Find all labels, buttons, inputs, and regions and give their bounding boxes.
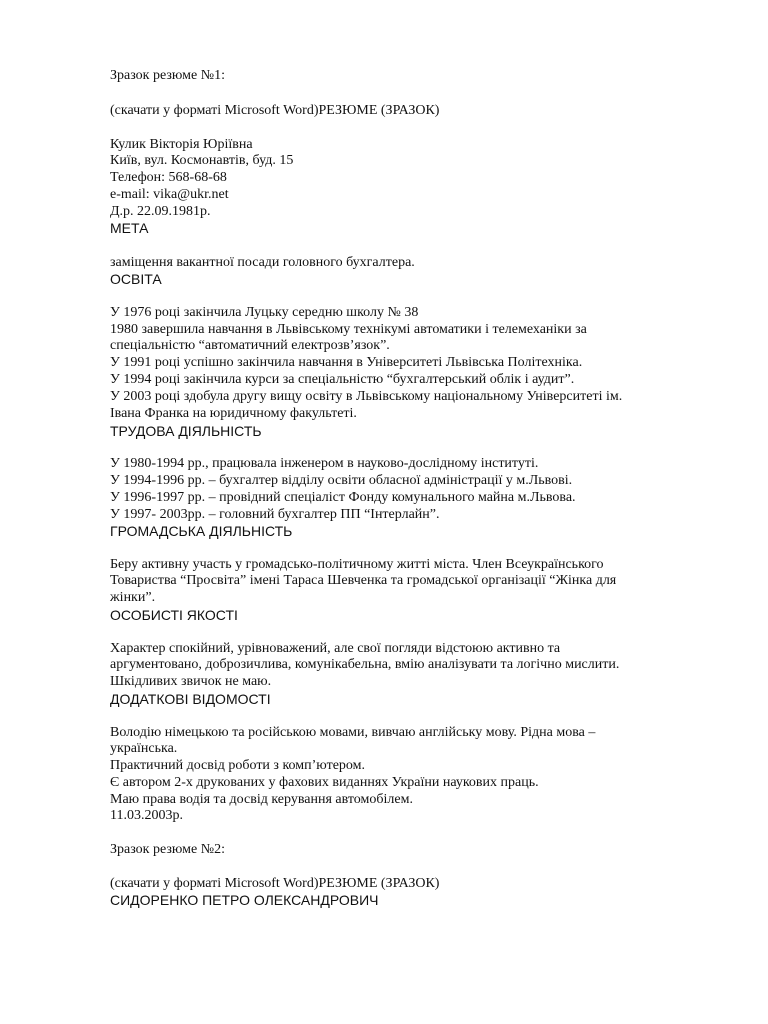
sample2-download-link[interactable]: (скачати у форматі Microsoft Word)РЕЗЮМЕ (ЗРАЗОК)	[110, 876, 440, 891]
additional-line: Практичний досвід роботи з комп’ютером.	[110, 758, 365, 773]
education-line: 1980 завершила навчання в Львівському технікумі автоматики і телемеханіки за	[110, 322, 587, 337]
personal-heading: ОСОБИСТІ ЯКОСТІ	[110, 607, 238, 623]
additional-line: Є автором 2-х друкованих у фахових виданнях України наукових праць.	[110, 775, 539, 790]
person-name: Кулик Вікторія Юріївна	[110, 137, 253, 152]
public-line: Беру активну участь у громадсько-політичному житті міста. Член Всеукраїнського	[110, 557, 604, 572]
public-heading: ГРОМАДСЬКА ДІЯЛЬНІСТЬ	[110, 523, 293, 539]
education-line: Івана Франка на юридичному факультеті.	[110, 406, 357, 421]
additional-line: Маю права водія та досвід керування автомобілем.	[110, 792, 413, 807]
education-line: У 2003 році здобула другу вищу освіту в Львівському національному Університеті ім.	[110, 389, 623, 404]
person-phone: Телефон: 568-68-68	[110, 170, 227, 185]
work-line: У 1980-1994 рр., працювала інженером в науково-дослідному інституті.	[110, 456, 539, 471]
additional-line: українська.	[110, 741, 178, 756]
person-birth: Д.р. 22.09.1981р.	[110, 204, 211, 219]
goal-text: заміщення вакантної посади головного бухгалтера.	[110, 255, 415, 270]
additional-heading: ДОДАТКОВІ ВІДОМОСТІ	[110, 691, 271, 707]
additional-line: 11.03.2003р.	[110, 808, 183, 823]
goal-heading: МЕТА	[110, 220, 149, 236]
work-heading: ТРУДОВА ДІЯЛЬНІСТЬ	[110, 423, 262, 439]
person-email: e-mail: vika@ukr.net	[110, 187, 229, 202]
education-line: У 1991 році успішно закінчила навчання в Університеті Львівська Політехніка.	[110, 355, 583, 370]
education-line: спеціальністю “автоматичний електрозв’язок”.	[110, 338, 390, 353]
sample2-label: Зразок резюме №2:	[110, 842, 225, 857]
education-line: У 1994 році закінчила курси за спеціальністю “бухгалтерський облік і аудит”.	[110, 372, 575, 387]
sample1-label: Зразок резюме №1:	[110, 68, 225, 83]
person-address: Київ, вул. Космонавтів, буд. 15	[110, 153, 294, 168]
work-line: У 1994-1996 рр. – бухгалтер відділу освіти обласної адміністрації у м.Львові.	[110, 473, 573, 488]
additional-line: Володію німецькою та російською мовами, вивчаю англійську мову. Рідна мова –	[110, 725, 596, 740]
work-line: У 1996-1997 рр. – провідний спеціаліст Фонду комунального майна м.Львова.	[110, 490, 576, 505]
public-line: Товариства “Просвіта” імені Тараса Шевченка та громадської організації “Жінка для	[110, 573, 617, 588]
personal-line: Характер спокійний, урівноважений, але свої погляди відстоюю активно та	[110, 641, 561, 656]
education-heading: ОСВІТА	[110, 271, 162, 287]
personal-line: Шкідливих звичок не маю.	[110, 674, 272, 689]
sample1-download-link[interactable]: (скачати у форматі Microsoft Word)РЕЗЮМЕ (ЗРАЗОК)	[110, 103, 440, 118]
education-line: У 1976 році закінчила Луцьку середню школу № 38	[110, 305, 419, 320]
personal-line: аргументовано, доброзичлива, комунікабельна, вмію аналізувати та логічно мислити.	[110, 657, 620, 672]
public-line: жінки”.	[110, 590, 156, 605]
sample2-person-name: СИДОРЕНКО ПЕТРО ОЛЕКСАНДРОВИЧ	[110, 892, 379, 908]
work-line: У 1997- 2003рр. – головний бухгалтер ПП “Інтерлайн”.	[110, 507, 440, 522]
